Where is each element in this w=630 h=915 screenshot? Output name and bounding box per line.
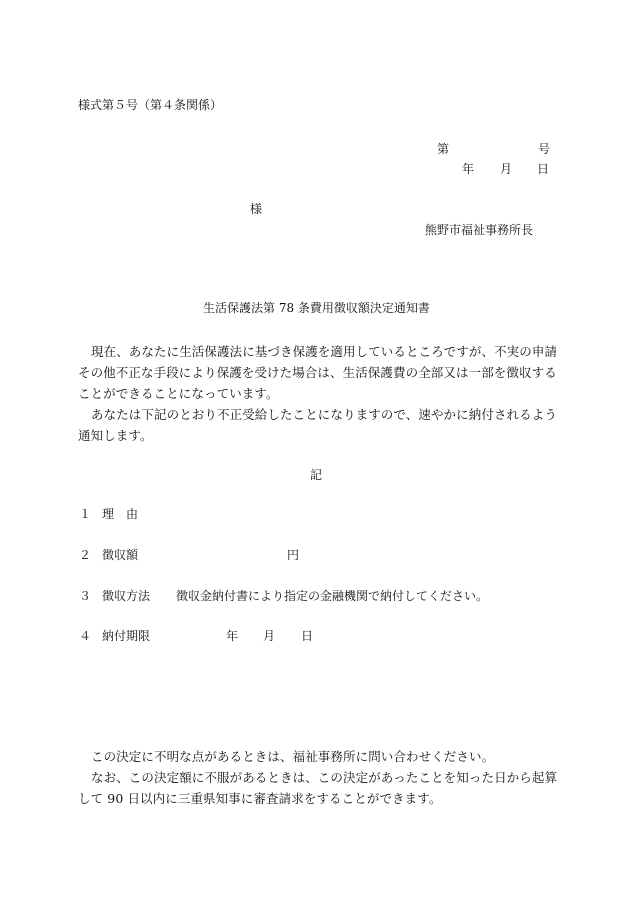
item-2-label: 徴収額 — [102, 548, 139, 562]
item-1-label: 理 由 — [102, 507, 139, 521]
item-2-number: ２ — [79, 548, 92, 562]
footer-note-2: なお、この決定額に不服があるときは、この決定があったことを知った日から起算して 90 日以内に三重県知事に審査請求をすることができます。 — [78, 770, 558, 806]
footer-note-1: この決定に不明な点があるときは、福祉事務所に問い合わせください。 — [91, 749, 495, 764]
item-4-label: 納付期限 — [102, 629, 151, 643]
form-number: 様式第５号（第４条関係） — [78, 98, 223, 112]
item-4-number: ４ — [79, 629, 92, 643]
date-year-label: 年 — [462, 162, 475, 176]
item-1-number: １ — [79, 507, 92, 521]
item-3-value: 徴収金納付書により指定の金融機関で納付してください。 — [176, 589, 489, 603]
item-4-year-label: 年 — [226, 629, 239, 643]
addressee-honorific: 様 — [250, 202, 263, 216]
item-3-number: ３ — [79, 589, 92, 603]
ki-heading: 記 — [310, 468, 323, 482]
document-number-prefix: 第 — [437, 142, 450, 156]
item-4-month-label: 月 — [263, 629, 276, 643]
item-2-unit: 円 — [287, 548, 300, 562]
item-4-day-label: 日 — [301, 629, 314, 643]
document-title: 生活保護法第 78 条費用徴収額決定通知書 — [203, 301, 430, 315]
document-number-suffix: 号 — [538, 142, 551, 156]
sender-name: 熊野市福祉事務所長 — [425, 223, 534, 237]
item-3-label: 徴収方法 — [102, 589, 151, 603]
body-paragraph-1: 現在、あなたに生活保護法に基づき保護を適用しているところですが、不実の申請その他不正な手段により保護を受けた場合は、生活保護費の全部又は一部を徴収することができることになっています。 — [78, 344, 558, 401]
date-day-label: 日 — [537, 162, 550, 176]
body-paragraph-2: あなたは下記のとおり不正受給したことになりますので、速やかに納付されるよう通知します。 — [78, 407, 557, 443]
date-month-label: 月 — [500, 162, 513, 176]
